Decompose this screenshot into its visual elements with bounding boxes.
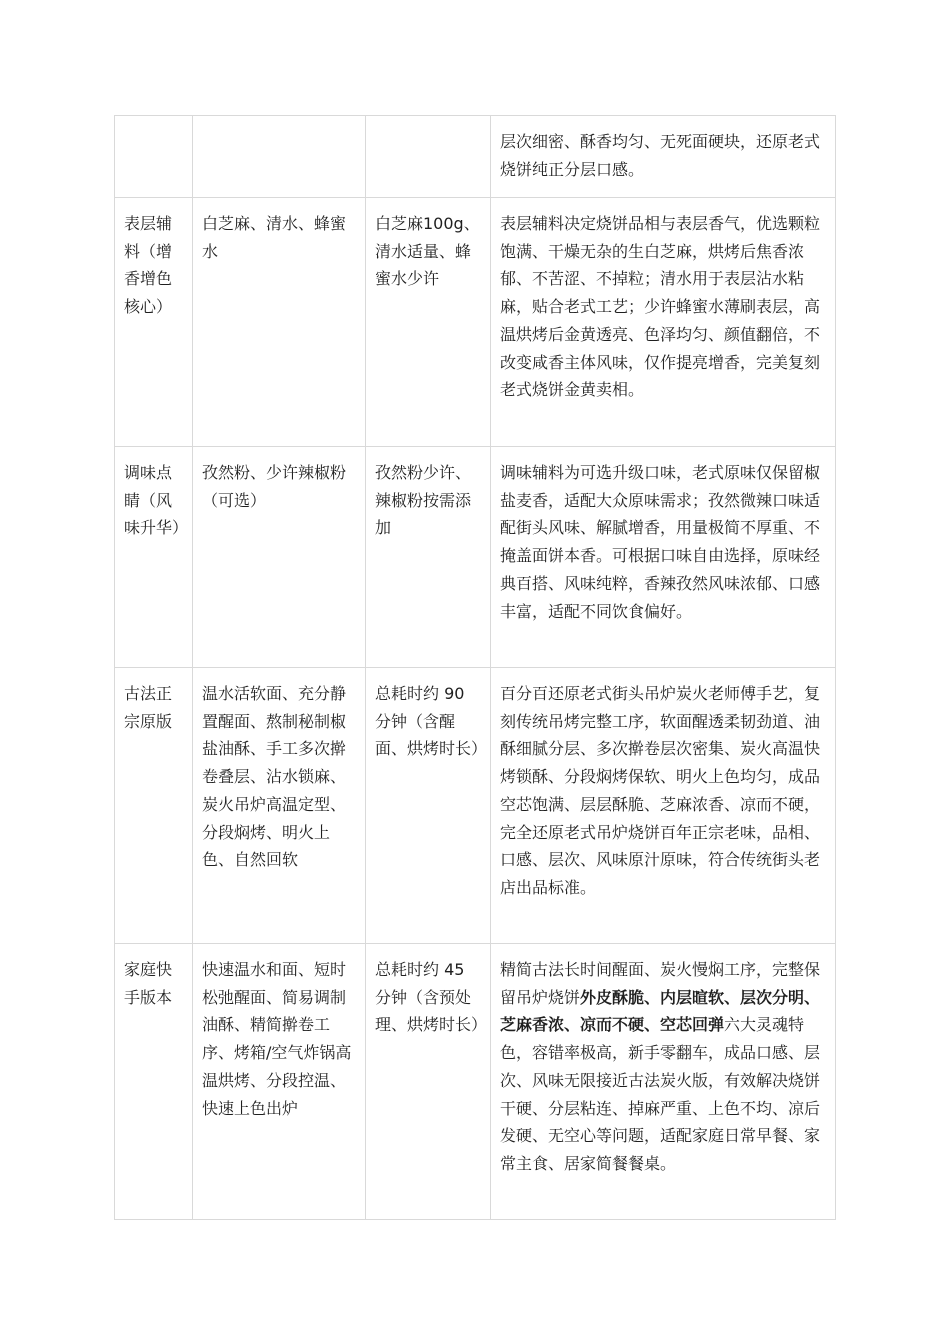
table-row — [115, 198, 836, 447]
notes-text: 六大灵魂特色，容错率极高，新手零翻车，成品口感、层次、风味无限接近古法炭火版，有效解决烧饼干硬、分层粘连、掉麻严重、上色不均、凉后发硬、无空心等问题，适配家庭日常早餐、家常主食、居家简餐餐桌。 — [500, 1015, 821, 1173]
notes-cell — [491, 668, 836, 944]
notes-cell — [491, 944, 836, 1220]
table-row — [115, 668, 836, 944]
materials-cell: 白芝麻、清水、蜂蜜水 — [193, 198, 366, 447]
notes-text: 层次细密、酥香均匀、无死面硬块，还原老式烧饼纯正分层口感。 — [500, 132, 821, 179]
category-cell: 调味点睛（风味升华） — [115, 447, 193, 668]
notes-cell — [491, 116, 836, 198]
notes-text: 调味辅料为可选升级口味，老式原味仅保留椒盐麦香，适配大众原味需求；孜然微辣口味适配街头风味、解腻增香，用量极简不厚重、不掩盖面饼本香。可根据口味自由选择，原味经典百搭、风味纯粹，香辣孜然风味浓郁、口感丰富，适配不同饮食偏好。 — [500, 463, 821, 621]
category-cell: 家庭快手版本 — [115, 944, 193, 1220]
amount-cell — [366, 116, 491, 198]
category-cell — [115, 116, 193, 198]
table-row — [115, 447, 836, 668]
amount-cell: 孜然粉少许、辣椒粉按需添加 — [366, 447, 491, 668]
materials-cell — [193, 116, 366, 198]
category-cell: 表层辅料（增香增色核心） — [115, 198, 193, 447]
recipe-table — [114, 115, 836, 1220]
materials-cell: 温水活软面、充分静置醒面、熬制秘制椒盐油酥、手工多次擀卷叠层、沾水锁麻、炭火吊炉高温定型、分段焖烤、明火上色、自然回软 — [193, 668, 366, 944]
notes-cell — [491, 198, 836, 447]
amount-cell: 总耗时约 90 分钟（含醒面、烘烤时长） — [366, 668, 491, 944]
notes-text: 百分百还原老式街头吊炉炭火老师傅手艺，复刻传统吊烤完整工序，软面醒透柔韧劲道、油酥细腻分层、多次擀卷层次密集、炭火高温快烤锁酥、分段焖烤保软、明火上色均匀，成品空芯饱满、层层酥脆、芝麻浓香、凉而不硬，完全还原老式吊炉烧饼百年正宗老味，品相、口感、层次、风味原汁原味，符合传统街头老店出品标准。 — [500, 684, 821, 897]
amount-cell: 总耗时约 45 分钟（含预处理、烘烤时长） — [366, 944, 491, 1220]
table-row — [115, 116, 836, 198]
amount-cell: 白芝麻100g、清水适量、蜂蜜水少许 — [366, 198, 491, 447]
category-cell: 古法正宗原版 — [115, 668, 193, 944]
notes-text: 表层辅料决定烧饼品相与表层香气，优选颗粒饱满、干燥无杂的生白芝麻，烘烤后焦香浓郁、不苦涩、不掉粒；清水用于表层沾水粘麻，贴合老式工艺；少许蜂蜜水薄刷表层，高温烘烤后金黄透亮、色泽均匀、颜值翻倍，不改变咸香主体风味，仅作提亮增香，完美复刻老式烧饼金黄卖相。 — [500, 214, 821, 400]
materials-cell: 孜然粉、少许辣椒粉（可选） — [193, 447, 366, 668]
notes-highlight: 外皮酥脆、内层暄软、层次分明、芝麻香浓、凉而不硬、空芯回弹 — [500, 987, 821, 1035]
materials-cell: 快速温水和面、短时松弛醒面、简易调制油酥、精简擀卷工序、烤箱/空气炸锅高温烘烤、分段控温、快速上色出炉 — [193, 944, 366, 1220]
notes-cell — [491, 447, 836, 668]
table-row — [115, 944, 836, 1220]
notes-text: 精简古法长时间醒面、炭火慢焖工序，完整保留吊炉烧饼 — [500, 960, 821, 1007]
